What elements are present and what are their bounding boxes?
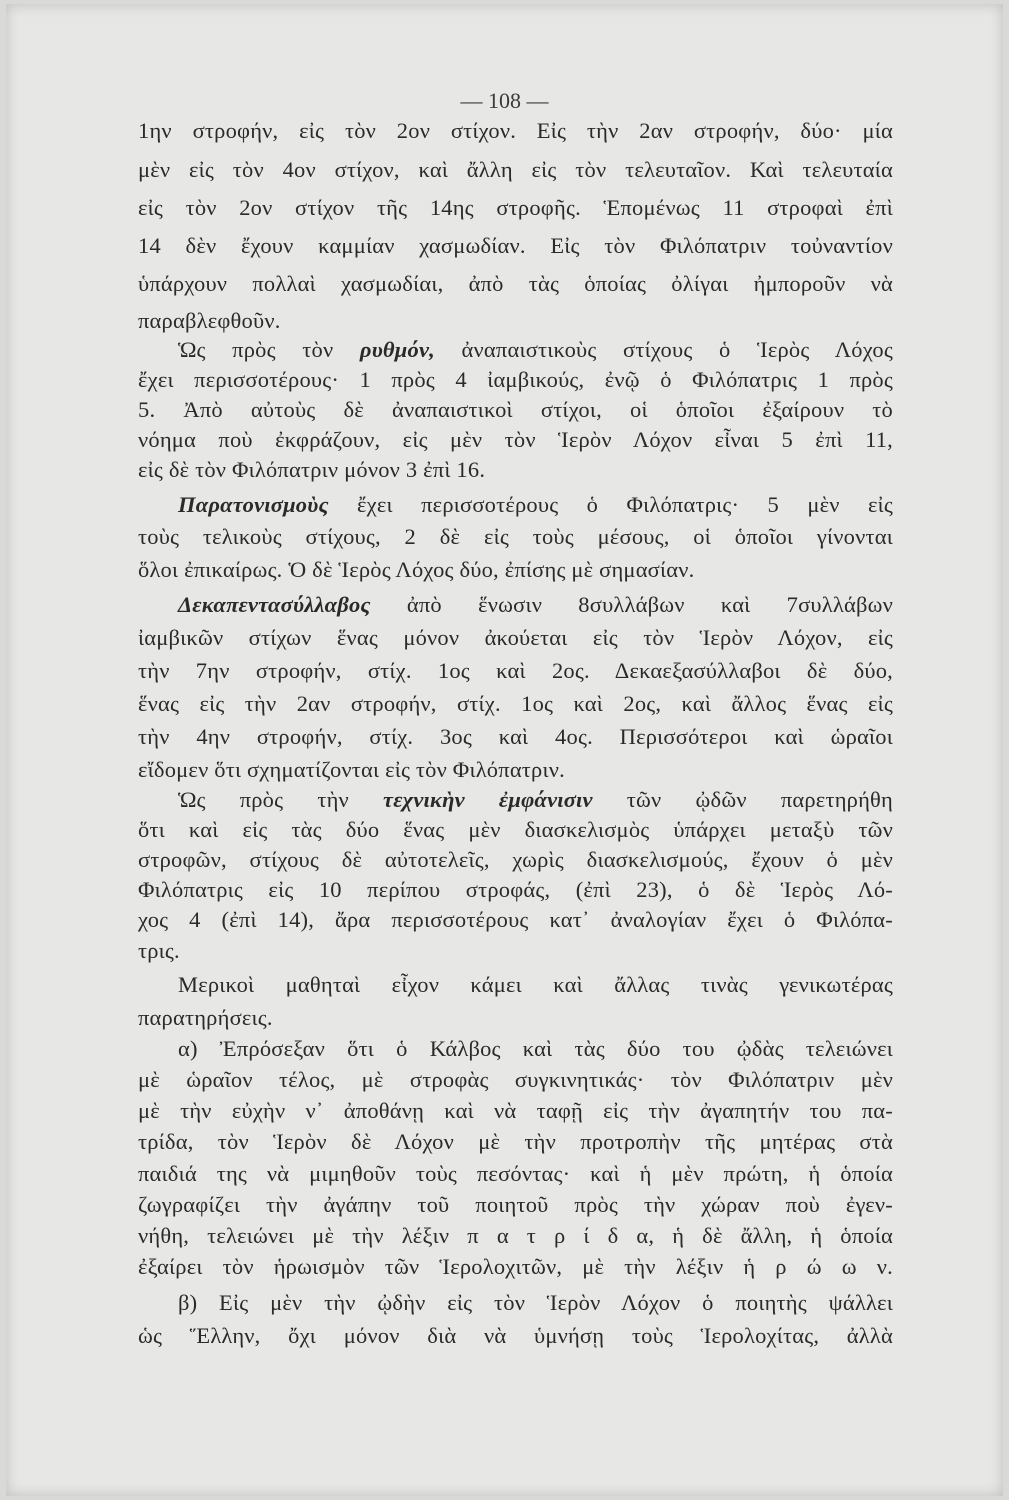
text-segment: ἀπὸ ἕνωσιν 8συλλάβων καὶ 7συλλάβων bbox=[370, 592, 893, 617]
text-line bbox=[178, 1035, 893, 1063]
text-line bbox=[138, 876, 893, 904]
text-line bbox=[138, 1222, 893, 1250]
text-segment: εἴδομεν ὅτι σχηματίζονται εἰς τὸν Φιλόπατριν. bbox=[138, 757, 565, 782]
text-segment: ἐξαίρει τὸν ἡρωισμὸν τῶν Ἱερολοχιτῶν, μὲ τὴν λέξιν ἡ ρ ώ ω ν. bbox=[138, 1254, 893, 1279]
text-line bbox=[138, 366, 893, 394]
text-line bbox=[138, 906, 893, 934]
text-segment: τὴν 4ην στροφήν, στίχ. 3ος καὶ 4ος. Περισσότεροι καὶ ὡραῖοι bbox=[138, 724, 893, 749]
text-segment: στροφῶν, στίχους δὲ αὐτοτελεῖς, χωρὶς διασκελισμούς, ἔχουν ὁ μὲν bbox=[138, 847, 893, 872]
text-line bbox=[138, 657, 893, 685]
text-line bbox=[138, 523, 893, 551]
text-line bbox=[138, 1066, 893, 1094]
text-line bbox=[138, 1128, 893, 1156]
emphasized-term: Δεκαπεντασύλλαβος bbox=[178, 592, 371, 617]
emphasized-term: Παρατονισμοὺς bbox=[178, 492, 329, 517]
page-number: — 108 — bbox=[460, 88, 549, 113]
text-segment: Ὡς πρὸς τὴν bbox=[178, 787, 384, 812]
text-segment: εἰς τὸν 2ον στίχον τῆς 14ης στροφῆς. Ἑπομένως 11 στροφαὶ ἐπὶ bbox=[138, 195, 893, 220]
text-segment: ὡς Ἕλλην, ὄχι μόνον διὰ νὰ ὑμνήσῃ τοὺς Ἱερολοχίτας, ἀλλὰ bbox=[138, 1323, 893, 1348]
text-segment: ἀναπαιστικοὺς στίχους ὁ Ἱερὸς Λόχος bbox=[434, 337, 893, 362]
text-line bbox=[138, 307, 893, 335]
text-segment: Μερικοὶ μαθηταὶ εἶχον κάμει καὶ ἄλλας τινὰς γενικωτέρας bbox=[178, 972, 893, 997]
text-line bbox=[178, 1289, 893, 1317]
text-segment: εἰς δὲ τὸν Φιλόπατριν μόνον 3 ἐπὶ 16. bbox=[138, 457, 486, 482]
text-line bbox=[138, 270, 893, 298]
text-segment: 14 δὲν ἔχουν καμμίαν χασμωδίαν. Εἰς τὸν Φιλόπατριν τοὐναντίον bbox=[138, 233, 893, 258]
text-segment: ὅτι καὶ εἰς τὰς δύο ἕνας μὲν διασκελισμὸς ὑπάρχει μεταξὺ τῶν bbox=[138, 817, 893, 842]
text-line bbox=[138, 1004, 893, 1032]
text-segment: ὑπάρχουν πολλαὶ χασμωδίαι, ἀπὸ τὰς ὁποίας ὀλίγαι ἠμποροῦν νὰ bbox=[138, 271, 893, 296]
emphasized-term: τεχνικὴν ἐμφάνισιν bbox=[383, 787, 593, 812]
text-line bbox=[138, 1097, 893, 1125]
text-segment: β) Εἰς μὲν τὴν ᾠδὴν εἰς τὸν Ἱερὸν Λόχον ὁ ποιητὴς ψάλλει bbox=[178, 1290, 893, 1315]
text-line bbox=[138, 426, 893, 454]
text-line bbox=[138, 556, 893, 584]
text-line bbox=[138, 117, 893, 145]
text-segment: α) Ἐπρόσεξαν ὅτι ὁ Κάλβος καὶ τὰς δύο του ᾠδὰς τελειώνει bbox=[178, 1036, 893, 1061]
text-line bbox=[138, 1191, 893, 1219]
text-segment: μὲ τὴν εὐχὴν ν᾽ ἀποθάνῃ καὶ νὰ ταφῇ εἰς τὴν ἀγαπητήν του πα- bbox=[138, 1098, 893, 1123]
text-segment: μὲ ὡραῖον τέλος, μὲ στροφὰς συγκινητικάς· τὸν Φιλόπατριν μὲν bbox=[138, 1067, 893, 1092]
text-segment: ζωγραφίζει τὴν ἀγάπην τοῦ ποιητοῦ πρὸς τὴν χώραν ποὺ ἐγεν- bbox=[138, 1192, 893, 1217]
text-segment: χος 4 (ἐπὶ 14), ἄρα περισσοτέρους κατ᾽ ἀναλογίαν ἔχει ὁ Φιλόπα- bbox=[138, 907, 893, 932]
text-segment: ἔχει περισσοτέρους· 1 πρὸς 4 ἰαμβικούς, ἐνῷ ὁ Φιλόπατρις 1 πρὸς bbox=[138, 367, 893, 392]
text-segment: μὲν εἰς τὸν 4ον στίχον, καὶ ἄλλη εἰς τὸν τελευταῖον. Καὶ τελευταία bbox=[138, 157, 893, 182]
text-line bbox=[178, 491, 893, 519]
text-line bbox=[138, 624, 893, 652]
text-segment: παραβλεφθοῦν. bbox=[138, 308, 281, 333]
text-line bbox=[138, 396, 893, 424]
text-line bbox=[138, 156, 893, 184]
text-line bbox=[138, 756, 893, 784]
text-line bbox=[178, 336, 893, 364]
text-line bbox=[178, 971, 893, 999]
text-segment: ἕνας εἰς τὴν 2αν στροφήν, στίχ. 1ος καὶ 2ος, καὶ ἄλλος ἕνας εἰς bbox=[138, 691, 893, 716]
text-segment: παιδιά της νὰ μιμηθοῦν τοὺς πεσόντας· καὶ ἡ μὲν πρώτη, ἡ ὁποία bbox=[138, 1161, 893, 1186]
text-segment: ὅλοι ἐπικαίρως. Ὁ δὲ Ἱερὸς Λόχος δύο, ἐπίσης μὲ σημασίαν. bbox=[138, 557, 695, 582]
text-line bbox=[138, 456, 893, 484]
text-segment: τρίδα, τὸν Ἱερὸν δὲ Λόχον μὲ τὴν προτροπὴν τῆς μητέρας στὰ bbox=[138, 1129, 893, 1154]
text-segment: τῶν ᾠδῶν παρετηρήθη bbox=[592, 787, 894, 812]
text-segment: Ὡς πρὸς τὸν bbox=[178, 337, 360, 362]
text-segment: τοὺς τελικοὺς στίχους, 2 δὲ εἰς τοὺς μέσους, οἱ ὁποῖοι γίνονται bbox=[138, 524, 893, 549]
text-segment: τρις. bbox=[138, 938, 180, 963]
text-segment: παρατηρήσεις. bbox=[138, 1005, 273, 1030]
text-line bbox=[178, 786, 893, 814]
text-segment: νήθη, τελειώνει μὲ τὴν λέξιν π α τ ρ ί δ α, ἡ δὲ ἄλλη, ἡ ὁποία bbox=[138, 1223, 893, 1248]
text-line bbox=[138, 816, 893, 844]
text-line bbox=[138, 846, 893, 874]
text-line bbox=[138, 1322, 893, 1350]
text-segment: νόημα ποὺ ἐκφράζουν, εἰς μὲν τὸν Ἱερὸν Λόχον εἶναι 5 ἐπὶ 11, bbox=[138, 427, 893, 452]
text-line bbox=[138, 1253, 893, 1281]
text-segment: 5. Ἀπὸ αὐτοὺς δὲ ἀναπαιστικοὶ στίχοι, οἱ ὁποῖοι ἐξαίρουν τὸ bbox=[138, 397, 893, 422]
text-segment: Φιλόπατρις εἰς 10 περίπου στροφάς, (ἐπὶ 23), ὁ δὲ Ἱερὸς Λό- bbox=[138, 877, 893, 902]
text-line bbox=[138, 937, 893, 965]
text-line bbox=[178, 591, 893, 619]
text-line bbox=[138, 232, 893, 260]
text-segment: ἰαμβικῶν στίχων ἕνας μόνον ἀκούεται εἰς τὸν Ἱερὸν Λόχον, εἰς bbox=[138, 625, 893, 650]
text-line bbox=[138, 690, 893, 718]
emphasized-term: ρυθμόν, bbox=[359, 337, 435, 362]
text-line bbox=[138, 194, 893, 222]
text-segment: ἔχει περισσοτέρους ὁ Φιλόπατρις· 5 μὲν εἰς bbox=[328, 492, 893, 517]
text-segment: 1ην στροφήν, εἰς τὸν 2ον στίχον. Εἰς τὴν 2αν στροφήν, δύο· μία bbox=[138, 118, 893, 143]
text-segment: τὴν 7ην στροφήν, στίχ. 1ος καὶ 2ος. Δεκαεξασύλλαβοι δὲ δύο, bbox=[138, 658, 893, 683]
text-line bbox=[138, 1160, 893, 1188]
text-line bbox=[138, 723, 893, 751]
